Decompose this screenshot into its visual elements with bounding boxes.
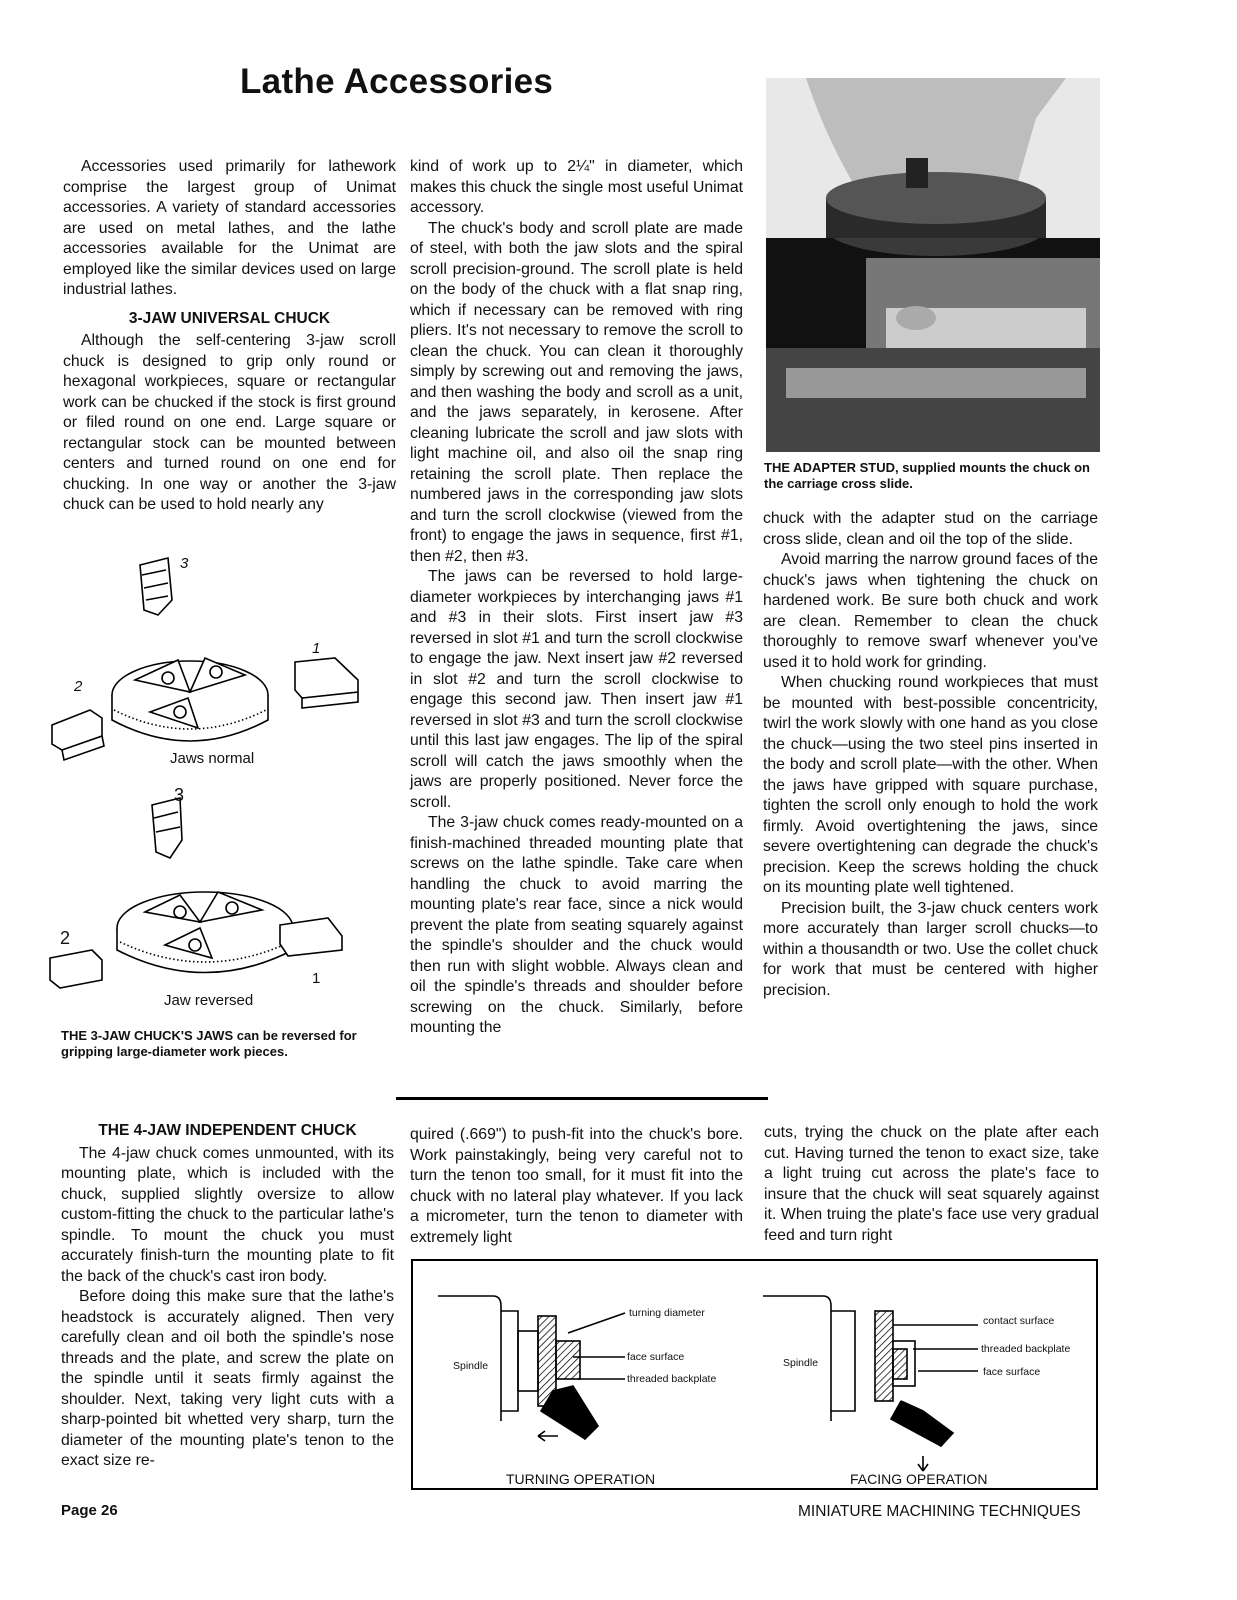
section-divider xyxy=(396,1097,768,1100)
section2-column-1 xyxy=(61,1121,394,1472)
section2-column-2 xyxy=(410,1125,743,1248)
jaw-number: 1 xyxy=(312,640,321,657)
jaw-number: 2 xyxy=(60,928,71,948)
photo-illustration xyxy=(766,78,1100,452)
caption-text: can be reversed for gripping large-diameter work pieces. xyxy=(61,1028,357,1059)
figure-caption xyxy=(61,1028,396,1060)
paragraph: Avoid marring the narrow ground faces of the chuck's jaws when tightening the chuck on hardened work. Be sure both chuck and work are clean. Remember to clean the chuck thoroughly to remove swarf whenever you've used it to hold work for grinding. xyxy=(763,551,1098,671)
column-1 xyxy=(63,157,396,516)
paragraph: kind of work up to 2¼" in diameter, which makes this chuck the single most useful Unimat accessory. xyxy=(410,158,743,216)
operations-diagram xyxy=(411,1259,1098,1490)
paragraph: When chucking round workpieces that must be mounted with best-possible concentricity, twirl the work slowly with one hand as you close the chuck—using the two steel pins inserted in the body and scroll plate—with the other. When the jaws have gripped with square purchase, tighten the scroll only enough to hold the work firmly. Avoid overtightening the jaws, since severe overtightening can degrade the chuck's precision. Keep the screws holding the chuck on its mounting plate well tightened. xyxy=(763,674,1098,896)
column-2 xyxy=(410,157,743,1039)
page-number: Page 26 xyxy=(61,1502,118,1519)
label-spindle: Spindle xyxy=(453,1360,489,1372)
paragraph: cuts, trying the chuck on the plate after each cut. Having turned the tenon to exact size, take a light truing cut across the plate's face to insure that the chuck will seat squarely against it. When truing the plate's face use very gradual feed and turn right xyxy=(764,1124,1099,1244)
paragraph: The jaws can be reversed to hold large-diameter workpieces by interchanging jaws #1 and #3 in their slots. First insert jaw #3 reversed in slot #1 and turn the scroll clockwise to engage the jaw. Next insert jaw #2 reversed in slot #2 and turn the scroll clockwise to engage this second jaw. Then insert jaw #1 reversed in slot #3 and turn the scroll clockwise until this last jaw engages. The lip of the spiral scroll will catch the jaws smoothly when the jaws are properly positioned. Never force the scroll. xyxy=(410,568,743,811)
label-contact-surface: contact surface xyxy=(983,1315,1055,1327)
jaw-number: 3 xyxy=(174,785,185,805)
jaw-number: 3 xyxy=(180,555,189,572)
book-title: MINIATURE MACHINING TECHNIQUES xyxy=(798,1503,1081,1520)
section-heading-4jaw: THE 4-JAW INDEPENDENT CHUCK xyxy=(98,1122,357,1139)
label-jaws-normal: Jaws normal xyxy=(170,750,255,767)
label-turning-diameter: turning diameter xyxy=(629,1307,705,1319)
caption-facing-operation: FACING OPERATION xyxy=(850,1471,988,1487)
paragraph: Precision built, the 3-jaw chuck centers work more accurately than larger scroll chucks—to within a thousandth or two. Use the collet chuck for work that must be centered with higher precision. xyxy=(763,899,1098,999)
paragraph: The chuck's body and scroll plate are made of steel, with both the jaw slots and the spiral scroll precision-ground. The scroll plate is held on the body of the chuck with a flat snap ring, which if necessary can be removed with ring pliers. It's not necessary to remove the scroll to clean the chuck. You can clean it thoroughly simply by screwing out and removing the jaws, and then washing the body and scroll as a unit, and the jaws separately, in kerosene. After cleaning lubricate the scroll and jaw slots with light machine oil, and also oil the snap ring retaining the scroll plate. Then replace the numbered jaws in the corresponding jaw slots and turn the scroll clockwise (viewed from the front) to engage the jaws in sequence, first #1, then #2, then #3. xyxy=(410,219,743,565)
label-spindle: Spindle xyxy=(783,1357,819,1369)
caption-lead: THE 3-JAW CHUCK'S JAWS xyxy=(61,1028,234,1043)
label-jaw-reversed: Jaw reversed xyxy=(164,992,254,1009)
label-face-surface: face surface xyxy=(983,1366,1041,1378)
paragraph: The 4-jaw chuck comes unmounted, with its mounting plate, which is included with the chuck, supplied slightly oversize to allow custom-fitting the chuck to the particular lathe's spindle. To mount the chuck you must accurately finish-turn the mounting plate to fit the back of the chuck's cast iron body. xyxy=(61,1144,394,1285)
intro-paragraph: Accessories used primarily for lathework comprise the largest group of Unimat accessories. A variety of standard accessories are used on metal lathes, and the lathe accessories available for the Unimat are employed like the similar devices used on large industrial lathes. xyxy=(63,158,396,298)
caption-lead: THE ADAPTER STUD, xyxy=(764,460,899,475)
label-face-surface: face surface xyxy=(627,1351,685,1363)
jaw-number: 2 xyxy=(74,678,83,695)
paragraph: quired (.669") to push-fit into the chuck's bore. Work painstakingly, being very careful not to turn the tenon too small, for it must fit into the chuck with no lateral play whatever. If you lack a micrometer, turn the tenon to diameter with extremely light xyxy=(410,1126,743,1246)
chuck-figure xyxy=(40,540,400,1020)
paragraph: chuck with the adapter stud on the carriage cross slide, clean and oil the top of the slide. xyxy=(763,510,1098,548)
label-threaded-backplate: threaded backplate xyxy=(981,1343,1071,1355)
paragraph: Before doing this make sure that the lathe's headstock is accurately aligned. Then very carefully clean and oil both the spindle's nose threads and the plate, and screw the plate on the spindle until it seats firmly against the shoulder. Next, taking very light cuts with a sharp-pointed bit whetted very sharp, turn the diameter of the mounting plate's tenon to the exact size re- xyxy=(61,1288,394,1469)
section-heading-3jaw: 3-JAW UNIVERSAL CHUCK xyxy=(128,309,331,327)
column-3 xyxy=(763,509,1098,1001)
paragraph: Although the self-centering 3-jaw scroll chuck is designed to grip only round or hexagonal workpieces, square or rectangular work can be chucked if the stock is first ground or filed round on one end. Large square or rectangular stock can be mounted between centers and turned round on one end for chucking. In one way or another the 3-jaw chuck can be used to hold nearly any xyxy=(63,332,396,513)
paragraph: The 3-jaw chuck comes ready-mounted on a finish-machined threaded mounting plate that screws on the lathe spindle. Take care when handling the chuck to avoid marring the mounting plate's rear face, since a nick would prevent the plate from seating squarely against the spindle's shoulder and the chuck would then run with slight wobble. Always clean and oil the spindle's threads and shoulder before screwing on the chuck. Similarly, before mounting the xyxy=(410,814,743,1036)
caption-turning-operation: TURNING OPERATION xyxy=(506,1471,656,1487)
section2-column-3 xyxy=(764,1123,1099,1246)
adapter-stud-photo xyxy=(766,78,1100,452)
photo-caption xyxy=(764,460,1100,492)
label-threaded-backplate: threaded backplate xyxy=(627,1373,717,1385)
chuck-illustration xyxy=(40,540,400,1020)
page-title: Lathe Accessories xyxy=(240,62,554,101)
caption-text: supplied mounts the chuck on the carriage cross slide. xyxy=(764,460,1090,491)
jaw-number: 1 xyxy=(312,970,321,987)
